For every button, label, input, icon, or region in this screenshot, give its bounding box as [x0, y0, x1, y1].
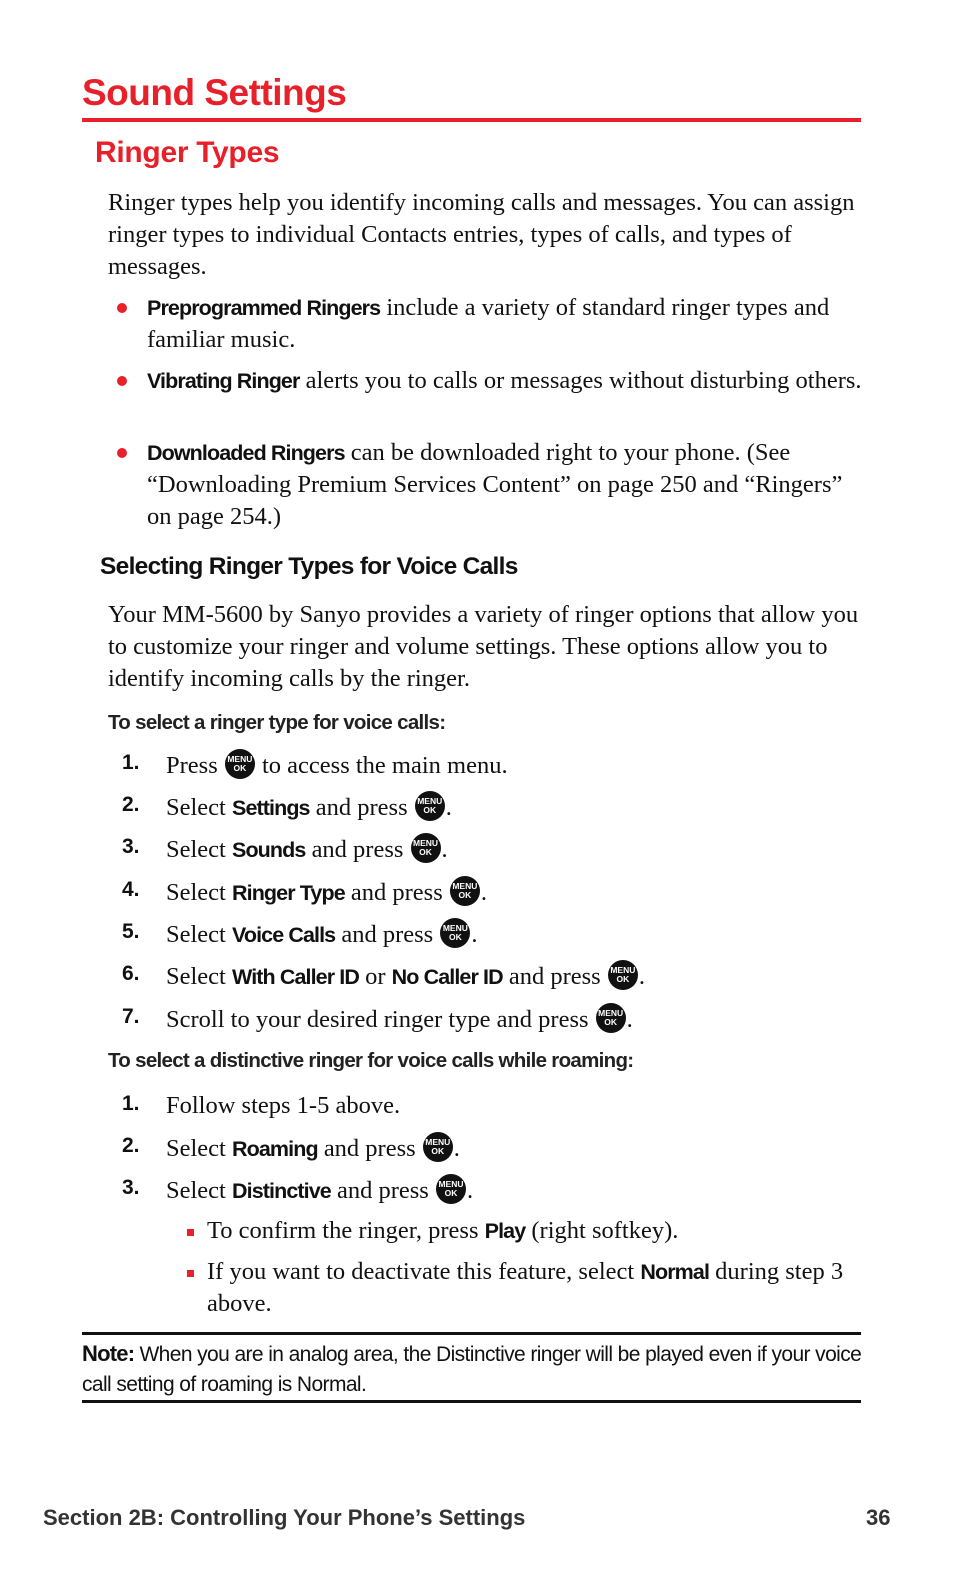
step-item: [122, 1132, 862, 1166]
step-text-part: Select: [166, 879, 232, 906]
menu-ok-key-icon: [415, 791, 445, 821]
step-text: [166, 1003, 633, 1036]
sub-bullet-text: during step 3 above.: [207, 1258, 844, 1317]
sub-bullet-text: To confirm the ringer, press: [207, 1217, 485, 1244]
step-text-part: .: [445, 794, 452, 821]
menu-option-name: Settings: [232, 796, 310, 820]
step-text-part: Select: [166, 921, 232, 948]
step-item: [122, 749, 862, 783]
procedure-title: To select a ringer type for voice calls:: [108, 711, 446, 734]
procedure-title: To select a distinctive ringer for voice calls while roaming:: [108, 1049, 634, 1072]
menu-ok-key-icon: [411, 833, 441, 863]
step-text-part: Select: [166, 794, 232, 821]
step-text-part: and press: [335, 921, 440, 948]
step-text: [166, 1132, 460, 1165]
softkey-name: Play: [484, 1219, 526, 1243]
step-text-part: and press: [344, 879, 449, 906]
step-text: [166, 918, 477, 951]
step-text-part: Scroll to your desired ringer type and press: [166, 1006, 595, 1033]
step-text: [166, 960, 645, 993]
key-label-top: MENU: [413, 838, 439, 848]
step-text: [166, 833, 448, 866]
menu-option-name: With Caller ID: [232, 965, 359, 989]
key-label-bottom: OK: [233, 763, 247, 773]
key-label-top: MENU: [227, 754, 253, 764]
menu-ok-key-icon: [423, 1132, 453, 1162]
step-text-part: Select: [166, 963, 232, 990]
key-label-top: MENU: [417, 796, 443, 806]
step-text-part: .: [471, 921, 478, 948]
step-number: 3.: [122, 835, 140, 858]
step-number: 3.: [122, 1176, 140, 1199]
step-text-part: .: [626, 1006, 633, 1033]
bullet-term: Preprogrammed Ringers: [147, 296, 381, 320]
key-label-top: MENU: [610, 965, 636, 975]
key-label-top: MENU: [452, 881, 478, 891]
step-text-part: .: [480, 879, 487, 906]
step-text-part: Select: [166, 836, 232, 863]
key-label-top: MENU: [438, 1179, 464, 1189]
sub-bullet-item: [207, 1256, 857, 1320]
bullet-text: alerts you to calls or messages without disturbing others.: [299, 367, 862, 394]
step-text: [166, 1174, 473, 1207]
step-item: [122, 833, 862, 867]
step-text-part: .: [466, 1177, 474, 1204]
menu-ok-key-icon: [608, 960, 638, 990]
page-number: 36: [866, 1505, 891, 1530]
key-label-bottom: OK: [604, 1017, 618, 1027]
bullet-item: [147, 437, 867, 533]
square-bullet-icon: [187, 1270, 194, 1277]
note-text: When you are in analog area, the Distinctive ringer will be played even if your voice call setting of roaming is Normal.: [82, 1343, 862, 1396]
step-text-part: and press: [317, 1135, 422, 1162]
key-label-bottom: OK: [444, 1188, 458, 1198]
menu-option-name: Sounds: [232, 838, 306, 862]
sub-bullet-item: [207, 1215, 857, 1247]
menu-ok-key-icon: [450, 876, 480, 906]
key-label-bottom: OK: [431, 1146, 445, 1156]
step-item: [122, 1174, 862, 1208]
bullet-dot-icon: [117, 303, 127, 313]
sub-bullet-text: (right softkey).: [525, 1217, 679, 1244]
step-item: [122, 791, 862, 825]
step-item: [122, 960, 862, 994]
step-number: 2.: [122, 1134, 140, 1157]
menu-option-name: Ringer Type: [232, 881, 345, 905]
step-number: 2.: [122, 793, 140, 816]
bullet-term: Downloaded Ringers: [147, 441, 345, 465]
bullet-dot-icon: [117, 376, 127, 386]
square-bullet-icon: [187, 1229, 194, 1236]
key-label-bottom: OK: [423, 805, 437, 815]
key-label-bottom: OK: [419, 847, 432, 857]
bullet-text: can be downloaded right to your phone. (See “Downloading Premium Services Content” on page 250 and “Ringers” on page 254.): [147, 439, 843, 530]
key-label-bottom: OK: [616, 974, 630, 984]
note-box: [82, 1339, 862, 1400]
key-label-top: MENU: [425, 1137, 451, 1147]
menu-option-name: Roaming: [232, 1137, 318, 1161]
step-text-part: Select: [166, 1135, 232, 1162]
step-text: [166, 876, 487, 909]
menu-option-name: No Caller ID: [391, 965, 503, 989]
step-text-part: or: [358, 963, 392, 990]
note-label: Note:: [82, 1341, 135, 1366]
section-title: Ringer Types: [95, 136, 280, 169]
step-text-part: .: [453, 1135, 460, 1162]
step-text: [166, 749, 508, 782]
step-text-part: and press: [502, 963, 607, 990]
note-bottom-rule: [82, 1400, 861, 1403]
step-item: [122, 918, 862, 952]
menu-ok-key-icon: [596, 1003, 626, 1033]
step-number: 1.: [122, 751, 140, 774]
step-text-part: Select: [166, 1177, 232, 1204]
step-number: 6.: [122, 962, 140, 985]
menu-ok-key-icon: [225, 749, 255, 779]
sub-bullet-text: If you want to deactivate this feature, select: [207, 1258, 641, 1285]
step-number: 7.: [122, 1005, 140, 1028]
step-text-part: to access the main menu.: [255, 752, 508, 779]
step-item: [122, 1003, 862, 1037]
step-text: Follow steps 1-5 above.: [166, 1092, 401, 1119]
intro-paragraph: Ringer types help you identify incoming calls and messages. You can assign ringer types to individual Contacts entries, types of calls, and types of messages.: [108, 189, 855, 280]
step-text-part: and press: [330, 1177, 435, 1204]
key-label-top: MENU: [598, 1008, 624, 1018]
step-text-part: and press: [305, 836, 410, 863]
note-top-rule: [82, 1332, 861, 1335]
bullet-term: Vibrating Ringer: [147, 369, 300, 393]
subsection-title: Selecting Ringer Types for Voice Calls: [100, 553, 518, 580]
step-text-part: .: [441, 836, 448, 863]
bullet-item: [147, 365, 867, 397]
step-text-part: Press: [166, 752, 224, 779]
step-number: 5.: [122, 920, 140, 943]
footer-section: Section 2B: Controlling Your Phone’s Settings: [43, 1505, 526, 1530]
menu-option-name: Voice Calls: [232, 923, 336, 947]
key-label-bottom: OK: [458, 890, 472, 900]
page-title: Sound Settings: [82, 72, 347, 113]
step-number: 4.: [122, 878, 140, 901]
menu-ok-key-icon: [436, 1174, 466, 1204]
step-text: [166, 791, 452, 824]
title-rule: [82, 118, 861, 122]
step-text-part: and press: [309, 794, 414, 821]
step-item: [122, 1090, 862, 1124]
key-label-top: MENU: [442, 923, 468, 933]
bullet-item: [147, 292, 867, 356]
key-label-bottom: OK: [448, 932, 462, 942]
step-text-part: .: [638, 963, 645, 990]
step-item: [122, 876, 862, 910]
menu-option-name: Distinctive: [232, 1179, 331, 1203]
subsection-intro: Your MM-5600 by Sanyo provides a variety of ringer options that allow you to customize your ringer and volume settings. These options allow you to identify incoming calls by the ringer.: [108, 601, 859, 692]
step-number: 1.: [122, 1092, 140, 1115]
bullet-text: include a variety of standard ringer types and familiar music.: [147, 294, 830, 353]
menu-option-name: Normal: [640, 1260, 710, 1284]
menu-ok-key-icon: [440, 918, 470, 948]
bullet-dot-icon: [117, 448, 127, 458]
